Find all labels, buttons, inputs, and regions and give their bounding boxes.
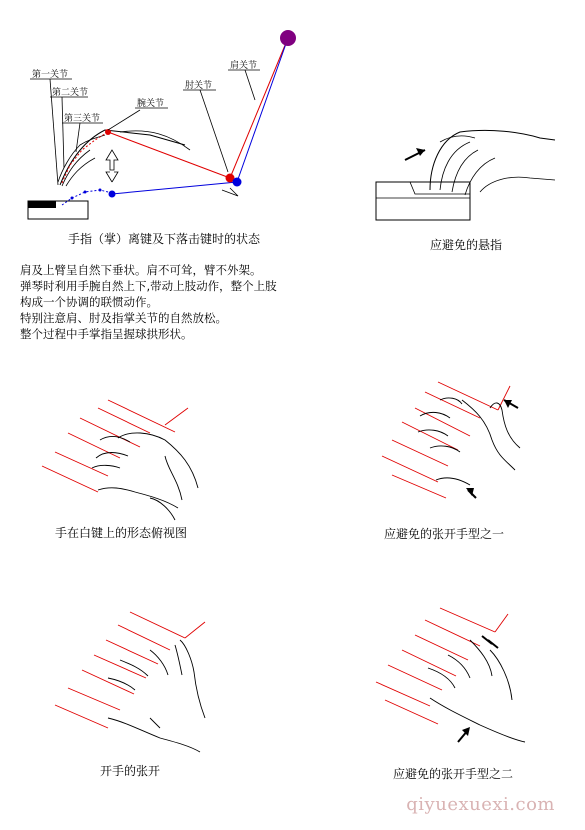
description-line: 整个过程中手掌指呈握球拱形状。 (20, 327, 193, 341)
label-joint3: 第三关节 (64, 114, 101, 124)
label-joint2: 第二关节 (52, 88, 89, 98)
caption-fig3: 手在白键上的形态俯视图 (55, 526, 188, 540)
description-paragraph (20, 262, 320, 342)
caption-fig2: 应避免的悬指 (430, 238, 503, 252)
wrist-joint-down (109, 191, 116, 198)
open-hand-spread-illustration (55, 612, 205, 752)
description-line: 构成一个协调的联惯动作。 (20, 295, 158, 309)
description-line: 弹琴时利用手腕自然上下,带动上肢动作，整个上肢 (20, 279, 277, 293)
avoid-spread-hand-2-illustration (376, 608, 525, 742)
avoid-spread-hand-1-illustration (382, 382, 520, 498)
shoulder-joint (280, 30, 296, 46)
label-elbow: 肘关节 (185, 81, 213, 91)
watermark: qiyuexuexi.com (406, 794, 555, 815)
label-shoulder: 肩关节 (230, 61, 258, 71)
description-line: 肩及上臂呈自然下垂状。肩不可耸，臂不外架。 (20, 263, 262, 277)
caption-fig6: 应避免的张开手型之二 (393, 767, 514, 781)
elbow-joint-down (233, 178, 242, 187)
hand-top-view-illustration (42, 400, 198, 520)
description-line: 特别注意肩、肘及指掌关节的自然放松。 (20, 311, 227, 325)
hover-finger-illustration (376, 130, 555, 220)
caption-fig4: 应避免的张开手型之一 (384, 527, 505, 541)
label-joint1: 第一关节 (32, 70, 69, 80)
black-key (28, 201, 56, 208)
label-wrist: 腕关节 (137, 99, 165, 109)
caption-fig1: 手指（掌）离键及下落击键时的状态 (68, 232, 261, 246)
caption-fig5: 开手的张开 (100, 764, 161, 778)
